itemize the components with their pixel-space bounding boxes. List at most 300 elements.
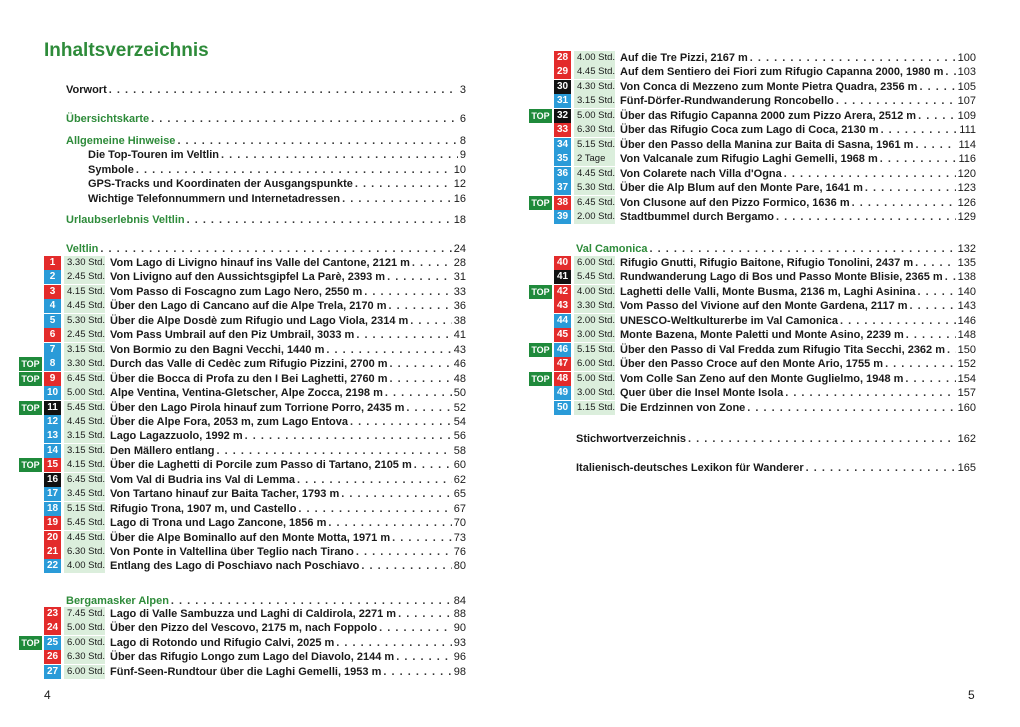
dot-leader [747, 401, 955, 415]
tour-duration: 6.00 Std. [574, 256, 615, 270]
tour-number-badge: 29 [554, 65, 571, 79]
dot-leader [915, 138, 956, 152]
tour-row [0, 665, 510, 679]
tour-page: 143 [957, 300, 976, 312]
tour-page: 138 [957, 271, 976, 283]
tour-page: 58 [453, 445, 466, 457]
tour-line [620, 328, 976, 342]
dot-leader [151, 112, 458, 126]
tour-row [510, 372, 1020, 386]
dot-leader [364, 285, 452, 299]
tour-row [0, 429, 510, 443]
toc-entry [66, 213, 466, 227]
tour-title: Von Tartano hinauf zur Baita Tacher, 1793 m [110, 488, 340, 500]
tour-row [0, 415, 510, 429]
tour-title: Vom Pass Umbrail auf den Piz Umbrail, 3033 m [110, 329, 355, 341]
tour-title: Über die Alpe Dosdè zum Rifugio und Lago Viola, 2314 m [110, 315, 409, 327]
tour-title: Quer über die Insel Monte Isola [620, 387, 784, 399]
dot-leader [297, 473, 452, 487]
tour-title: Stadtbummel durch Bergamo [620, 211, 775, 223]
tour-duration: 5.00 Std. [64, 621, 105, 635]
dot-leader [880, 152, 957, 166]
tour-duration: 5.15 Std. [574, 343, 615, 357]
tour-row [0, 621, 510, 635]
tour-line [110, 636, 466, 650]
tour-page: 152 [957, 358, 976, 370]
tour-duration: 6.30 Std. [64, 650, 105, 664]
tour-number-badge: 49 [554, 386, 571, 400]
tour-row [0, 357, 510, 371]
dot-leader [177, 134, 457, 148]
tour-line [620, 401, 976, 415]
tour-duration: 3.00 Std. [574, 328, 615, 342]
tour-duration: 3.30 Std. [64, 256, 105, 270]
tour-page: 123 [957, 182, 976, 194]
tour-page: 114 [958, 139, 976, 151]
tour-row [510, 51, 1020, 65]
tour-number-badge: 4 [44, 299, 61, 313]
toc-entry-page: 8 [459, 135, 466, 147]
toc-entry-label: Bergamasker Alpen [66, 595, 169, 607]
tour-duration: 7.45 Std. [64, 607, 105, 621]
tour-number-badge: 7 [44, 343, 61, 357]
tour-line [110, 386, 466, 400]
tour-number-badge: 40 [554, 256, 571, 270]
tour-number-badge: 26 [44, 650, 61, 664]
right-page [510, 0, 1020, 727]
dot-leader [326, 343, 451, 357]
tour-line [110, 621, 466, 635]
tour-title: Über den Lago di Cancano auf die Alpe Trela, 2170 m [110, 300, 387, 312]
tour-row [0, 328, 510, 342]
tour-page: 109 [957, 110, 976, 122]
tour-number-badge: 19 [44, 516, 61, 530]
tour-line [110, 516, 466, 530]
tour-row [0, 386, 510, 400]
tour-duration: 2 Tage [574, 152, 615, 166]
tour-duration: 6.00 Std. [64, 636, 105, 650]
toc-entry-page: 18 [453, 214, 466, 226]
tour-duration: 4.45 Std. [574, 167, 615, 181]
tour-number-badge: 18 [44, 502, 61, 516]
tour-page: 98 [453, 666, 466, 678]
dot-leader [298, 502, 451, 516]
tour-line [620, 270, 976, 284]
tour-number-badge: 14 [44, 444, 61, 458]
tour-page: 140 [957, 286, 976, 298]
toc-entry [66, 134, 466, 148]
dot-leader [100, 242, 451, 256]
tour-page: 150 [957, 344, 976, 356]
tour-title: Rifugio Gnutti, Rifugio Baitone, Rifugio Tonolini, 2437 m [620, 257, 914, 269]
dot-leader [396, 650, 452, 664]
tour-duration: 4.15 Std. [64, 458, 105, 472]
tour-row [0, 401, 510, 415]
tour-duration: 4.00 Std. [574, 51, 615, 65]
tour-title: Vom Lago di Livigno hinauf ins Valle del Cantone, 2121 m [110, 257, 410, 269]
tour-page: 116 [958, 153, 976, 165]
tour-duration: 6.45 Std. [64, 473, 105, 487]
toc-entry-label: Übersichtskarte [66, 113, 150, 125]
tour-page: 41 [453, 329, 466, 341]
tour-title: Von Bormio zu den Bagni Vecchi, 1440 m [110, 344, 325, 356]
tour-duration: 2.00 Std. [574, 314, 615, 328]
tour-page: 126 [957, 197, 976, 209]
dot-leader [881, 123, 958, 137]
page-title: Inhaltsverzeichnis [44, 40, 209, 61]
toc-entry [88, 177, 466, 191]
toc-entry [66, 242, 466, 256]
tour-title: Rundwanderung Lago di Bos und Passo Monte Blisie, 2365 m [620, 271, 943, 283]
tour-row [510, 299, 1020, 313]
tour-duration: 3.15 Std. [64, 444, 105, 458]
tour-row [510, 401, 1020, 415]
tour-duration: 5.15 Std. [574, 138, 615, 152]
tour-row [0, 487, 510, 501]
tour-row [510, 343, 1020, 357]
toc-entry-page: 10 [453, 164, 466, 176]
page-number-right: 5 [968, 688, 975, 702]
tour-page: 31 [453, 271, 466, 283]
tour-line [620, 299, 976, 313]
tour-title: Entlang des Lago di Poschiavo nach Poschiavo [110, 560, 360, 572]
tour-row [0, 270, 510, 284]
tour-title: Auf die Tre Pizzi, 2167 m [620, 52, 748, 64]
page-number-left: 4 [44, 688, 51, 702]
tour-page: 160 [957, 402, 976, 414]
tour-title: Laghetti delle Valli, Monte Busma, 2136 m, Laghi Asinina [620, 286, 916, 298]
dot-leader [412, 256, 452, 270]
dot-leader [918, 109, 956, 123]
tour-page: 52 [453, 402, 466, 414]
tour-row [0, 343, 510, 357]
tour-title: Von Conca di Mezzeno zum Monte Pietra Quadra, 2356 m [620, 81, 918, 93]
tour-line [110, 531, 466, 545]
toc-entry [66, 83, 466, 97]
tour-line [620, 386, 976, 400]
tour-line [620, 285, 976, 299]
tour-row [510, 314, 1020, 328]
toc-entry [576, 461, 976, 475]
toc-entry [88, 192, 466, 206]
tour-duration: 6.00 Std. [64, 665, 105, 679]
tour-line [110, 444, 466, 458]
dot-leader [885, 357, 956, 371]
tour-line [110, 502, 466, 516]
tour-row [510, 123, 1020, 137]
tour-duration: 4.45 Std. [64, 299, 105, 313]
tour-number-badge: 48 [554, 372, 571, 386]
toc-entry-label: Die Top-Touren im Veltlin [88, 149, 219, 161]
tour-number-badge: 38 [554, 196, 571, 210]
tour-row [0, 285, 510, 299]
tour-duration: 6.45 Std. [574, 196, 615, 210]
tour-number-badge: 33 [554, 123, 571, 137]
top-tour-badge: TOP [19, 458, 42, 472]
tour-row [0, 650, 510, 664]
tour-duration: 5.00 Std. [574, 372, 615, 386]
tour-duration: 3.15 Std. [574, 94, 615, 108]
dot-leader [342, 192, 452, 206]
tour-duration: 5.15 Std. [64, 502, 105, 516]
tour-duration: 4.45 Std. [64, 415, 105, 429]
tour-number-badge: 34 [554, 138, 571, 152]
tour-page: 38 [453, 315, 466, 327]
dot-leader [784, 167, 956, 181]
tour-row [510, 196, 1020, 210]
tour-duration: 2.45 Std. [64, 328, 105, 342]
tour-title: Über den Pizzo del Vescovo, 2175 m, nach Foppolo [110, 622, 378, 634]
tour-page: 46 [453, 358, 466, 370]
tour-row [0, 607, 510, 621]
tour-duration: 4.45 Std. [574, 65, 615, 79]
tour-title: Über die Alp Blum auf den Monte Pare, 1641 m [620, 182, 863, 194]
tour-line [110, 270, 466, 284]
dot-leader [785, 386, 955, 400]
tour-number-badge: 8 [44, 357, 61, 371]
tour-page: 28 [453, 257, 466, 269]
tour-page: 154 [957, 373, 976, 385]
tour-page: 103 [957, 66, 976, 78]
tour-number-badge: 35 [554, 152, 571, 166]
tour-line [620, 51, 976, 65]
tour-number-badge: 36 [554, 167, 571, 181]
top-tour-badge: TOP [529, 196, 552, 210]
top-tour-badge: TOP [19, 401, 42, 415]
dot-leader [836, 94, 956, 108]
dot-leader [379, 621, 452, 635]
toc-entry-label: Stichwortverzeichnis [576, 433, 687, 445]
tour-title: Von Livigno auf den Aussichtsgipfel La Parè, 2393 m [110, 271, 386, 283]
tour-row [510, 181, 1020, 195]
tour-page: 56 [453, 430, 466, 442]
tour-page: 48 [453, 373, 466, 385]
tour-title: Von Valcanale zum Rifugio Laghi Gemelli, 1968 m [620, 153, 878, 165]
tour-number-badge: 9 [44, 372, 61, 386]
dot-leader [919, 80, 955, 94]
dot-leader [650, 242, 956, 256]
tour-line [110, 429, 466, 443]
dot-leader [356, 545, 452, 559]
tour-row [0, 372, 510, 386]
toc-entry-page: 12 [453, 178, 466, 190]
tour-number-badge: 24 [44, 621, 61, 635]
tour-page: 62 [453, 474, 466, 486]
toc-entry-label: Val Camonica [576, 243, 648, 255]
dot-leader [392, 531, 452, 545]
tour-row [510, 167, 1020, 181]
tour-title: Von Clusone auf den Pizzo Formico, 1636 m [620, 197, 850, 209]
tour-line [620, 314, 976, 328]
dot-leader [350, 415, 452, 429]
tour-row [510, 65, 1020, 79]
tour-line [110, 343, 466, 357]
tour-page: 67 [453, 503, 466, 515]
toc-entry [576, 432, 976, 446]
tour-title: UNESCO-Weltkulturerbe im Val Camonica [620, 315, 839, 327]
dot-leader [355, 177, 452, 191]
top-tour-badge: TOP [529, 343, 552, 357]
tour-line [110, 650, 466, 664]
tour-page: 105 [957, 81, 976, 93]
tour-page: 96 [453, 651, 466, 663]
tour-line [620, 196, 976, 210]
tour-line [110, 665, 466, 679]
toc-entry [66, 594, 466, 608]
dot-leader [389, 299, 452, 313]
tour-title: Über die Alpe Fora, 2053 m, zum Lago Entova [110, 416, 348, 428]
tour-number-badge: 12 [44, 415, 61, 429]
dot-leader [917, 285, 955, 299]
toc-entry-label: Vorwort [66, 84, 107, 96]
toc-entry-label: Wichtige Telefonnummern und Internetadressen [88, 193, 341, 205]
top-tour-badge: TOP [529, 285, 552, 299]
tour-duration: 5.45 Std. [64, 401, 105, 415]
tour-row [0, 256, 510, 270]
dot-leader [328, 516, 451, 530]
tour-title: Über den Passo Croce auf den Monte Ario, 1755 m [620, 358, 884, 370]
tour-duration: 3.30 Std. [574, 299, 615, 313]
tour-row [510, 357, 1020, 371]
toc-entry-page: 24 [453, 243, 466, 255]
dot-leader [390, 372, 452, 386]
tour-line [620, 181, 976, 195]
tour-line [110, 607, 466, 621]
tour-title: Durch das Valle di Cedèc zum Rifugio Pizzini, 2700 m [110, 358, 388, 370]
dot-leader [383, 665, 451, 679]
tour-page: 107 [957, 95, 976, 107]
tour-line [110, 458, 466, 472]
tour-duration: 2.00 Std. [574, 210, 615, 224]
tour-page: 50 [453, 387, 466, 399]
dot-leader [336, 636, 451, 650]
tour-line [620, 167, 976, 181]
toc-entry-page: 16 [453, 193, 466, 205]
tour-title: Über den Passo della Manina zur Baita di Sasna, 1961 m [620, 139, 914, 151]
dot-leader [840, 314, 956, 328]
tour-page: 148 [957, 329, 976, 341]
tour-duration: 6.30 Std. [574, 123, 615, 137]
tour-row [0, 516, 510, 530]
tour-line [620, 94, 976, 108]
tour-row [510, 94, 1020, 108]
tour-page: 33 [453, 286, 466, 298]
tour-page: 111 [959, 124, 976, 136]
tour-line [110, 372, 466, 386]
dot-leader [356, 328, 451, 342]
tour-number-badge: 3 [44, 285, 61, 299]
tour-line [110, 256, 466, 270]
tour-title: Vom Val di Budria ins Val di Lemma [110, 474, 296, 486]
dot-leader [217, 444, 452, 458]
tour-line [620, 65, 976, 79]
toc-entry-label: Urlaubserlebnis Veltlin [66, 214, 185, 226]
tour-title: Über das Rifugio Capanna 2000 zum Pizzo Arera, 2512 m [620, 110, 917, 122]
toc-entry-label: GPS-Tracks und Koordinaten der Ausgangspunkte [88, 178, 353, 190]
tour-duration: 4.00 Std. [574, 285, 615, 299]
dot-leader [398, 607, 452, 621]
tour-number-badge: 15 [44, 458, 61, 472]
tour-title: Alpe Ventina, Ventina-Gletscher, Alpe Zocca, 2198 m [110, 387, 383, 399]
tour-title: Über die Bocca di Profa zu den I Bei Laghetti, 2760 m [110, 373, 388, 385]
tour-page: 135 [957, 257, 976, 269]
tour-number-badge: 31 [554, 94, 571, 108]
tour-row [510, 138, 1020, 152]
tour-line [620, 357, 976, 371]
tour-line [620, 80, 976, 94]
tour-row [0, 314, 510, 328]
tour-title: Vom Passo di Foscagno zum Lago Nero, 2550 m [110, 286, 363, 298]
toc-entry-label: Allgemeine Hinweise [66, 135, 176, 147]
tour-title: Lago Lagazzuolo, 1992 m [110, 430, 243, 442]
tour-line [110, 559, 466, 573]
tour-line [620, 343, 976, 357]
dot-leader [776, 210, 956, 224]
tour-title: Die Erdzinnen von Zone [620, 402, 746, 414]
tour-title: Lago di Valle Sambuzza und Laghi di Caldirola, 2271 m [110, 608, 397, 620]
tour-row [0, 559, 510, 573]
dot-leader [414, 458, 452, 472]
tour-duration: 4.30 Std. [574, 80, 615, 94]
tour-number-badge: 43 [554, 299, 571, 313]
dot-leader [905, 372, 955, 386]
tour-duration: 5.45 Std. [574, 270, 615, 284]
tour-title: Rifugio Trona, 1907 m, und Castello [110, 503, 297, 515]
tour-number-badge: 32 [554, 109, 571, 123]
tour-number-badge: 17 [44, 487, 61, 501]
tour-row [0, 299, 510, 313]
tour-number-badge: 27 [44, 665, 61, 679]
tour-title: Von Ponte in Valtellina über Teglio nach Tirano [110, 546, 354, 558]
tour-number-badge: 41 [554, 270, 571, 284]
tour-page: 146 [957, 315, 976, 327]
dot-leader [109, 83, 458, 97]
tour-number-badge: 45 [554, 328, 571, 342]
tour-number-badge: 42 [554, 285, 571, 299]
tour-row [510, 210, 1020, 224]
dot-leader [187, 213, 452, 227]
tour-page: 70 [453, 517, 466, 529]
toc-entry-label: Italienisch-deutsches Lexikon für Wanderer [576, 462, 804, 474]
tour-duration: 3.00 Std. [574, 386, 615, 400]
tour-duration: 1.15 Std. [574, 401, 615, 415]
tour-title: Lago di Rotondo und Rifugio Calvi, 2025 m [110, 637, 335, 649]
tour-row [0, 458, 510, 472]
dot-leader [410, 314, 451, 328]
top-tour-badge: TOP [529, 109, 552, 123]
tour-line [620, 256, 976, 270]
tour-line [110, 473, 466, 487]
tour-page: 43 [453, 344, 466, 356]
tour-number-badge: 16 [44, 473, 61, 487]
tour-duration: 5.00 Std. [64, 386, 105, 400]
toc-entry-page: 6 [459, 113, 466, 125]
tour-title: Über die Laghetti di Porcile zum Passo di Tartano, 2105 m [110, 459, 412, 471]
tour-title: Über die Alpe Bominallo auf den Monte Motta, 1971 m [110, 532, 391, 544]
dot-leader [906, 328, 956, 342]
tour-row [510, 386, 1020, 400]
tour-duration: 5.45 Std. [64, 516, 105, 530]
tour-duration: 5.30 Std. [64, 314, 105, 328]
tour-row [0, 444, 510, 458]
tour-page: 157 [957, 387, 976, 399]
tour-duration: 3.15 Std. [64, 429, 105, 443]
tour-row [0, 636, 510, 650]
tour-page: 90 [453, 622, 466, 634]
tour-duration: 5.00 Std. [574, 109, 615, 123]
tour-page: 100 [957, 52, 976, 64]
dot-leader [341, 487, 452, 501]
